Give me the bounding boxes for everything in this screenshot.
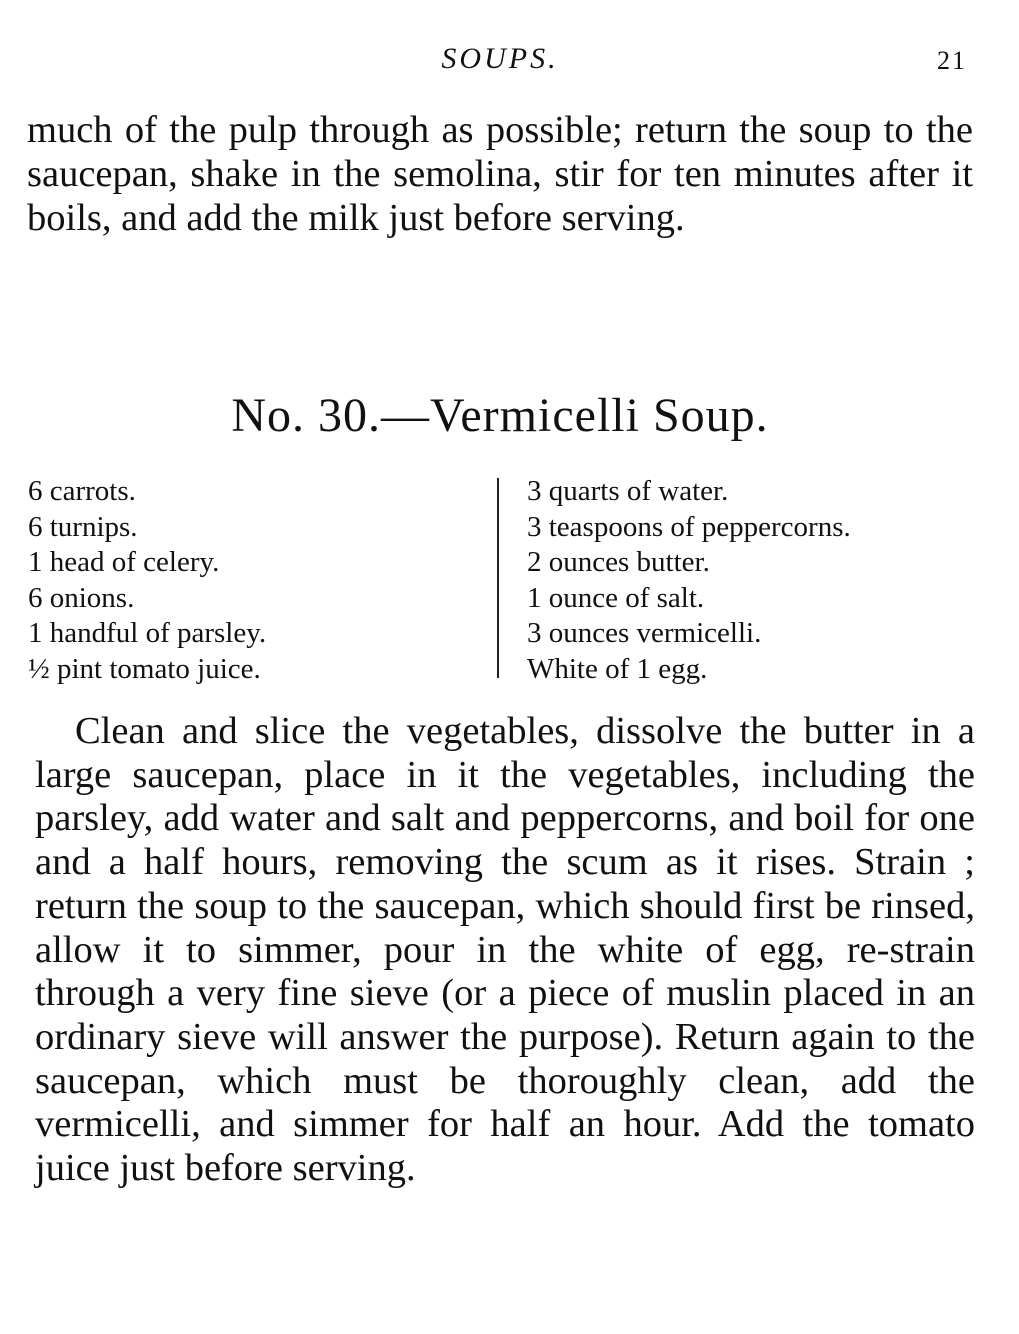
ingredient-column-right bbox=[527, 474, 987, 687]
ingredient-item: White of 1 egg. bbox=[527, 652, 708, 685]
ingredient-item: 1 ounce of salt. bbox=[527, 581, 705, 614]
ingredient-item: 6 onions. bbox=[28, 581, 135, 614]
recipe-title: No. 30.—Vermicelli Soup. bbox=[231, 389, 769, 442]
method-paragraph: Clean and slice the vegetables, dissolve the butter in a large saucepan, place in it the vegetables, including the parsley, add water and salt and peppercorns, and boil for one and a half hours, removing the scum as it rises. Strain ; return the soup to the saucepan, which should first be rinsed, allow it to simmer, pour in the white of egg, re-strain through a very fine sieve (or a piece of muslin placed in an ordinary sieve will answer the purpose). Return again to the saucepan, which must be thoroughly clean, add the vermicelli, and simmer for half an hour. Add the tomato juice just before serving. bbox=[35, 710, 975, 1190]
continued-paragraph: much of the pulp through as possible; return the soup to the saucepan, shake in the semolina, stir for ten minutes after it boils, and add the milk just before serving. bbox=[27, 109, 973, 239]
ingredient-item: 6 turnips. bbox=[28, 510, 138, 543]
running-title: SOUPS. bbox=[441, 42, 559, 75]
ingredient-item: 3 quarts of water. bbox=[527, 475, 729, 507]
ingredient-item: 6 carrots. bbox=[28, 475, 136, 507]
ingredient-item: 3 ounces vermicelli. bbox=[527, 617, 762, 649]
running-head bbox=[0, 42, 1019, 82]
ingredient-list bbox=[28, 474, 988, 689]
column-divider bbox=[497, 478, 499, 678]
ingredient-column-left bbox=[28, 474, 488, 687]
page-number: 21 bbox=[937, 46, 967, 75]
ingredient-item: ½ pint tomato juice. bbox=[28, 652, 261, 685]
ingredient-item: 1 head of celery. bbox=[28, 546, 220, 578]
ingredient-item: 3 teaspoons of peppercorns. bbox=[527, 510, 851, 543]
ingredient-item: 1 handful of parsley. bbox=[28, 617, 267, 649]
ingredient-item: 2 ounces butter. bbox=[527, 546, 710, 578]
